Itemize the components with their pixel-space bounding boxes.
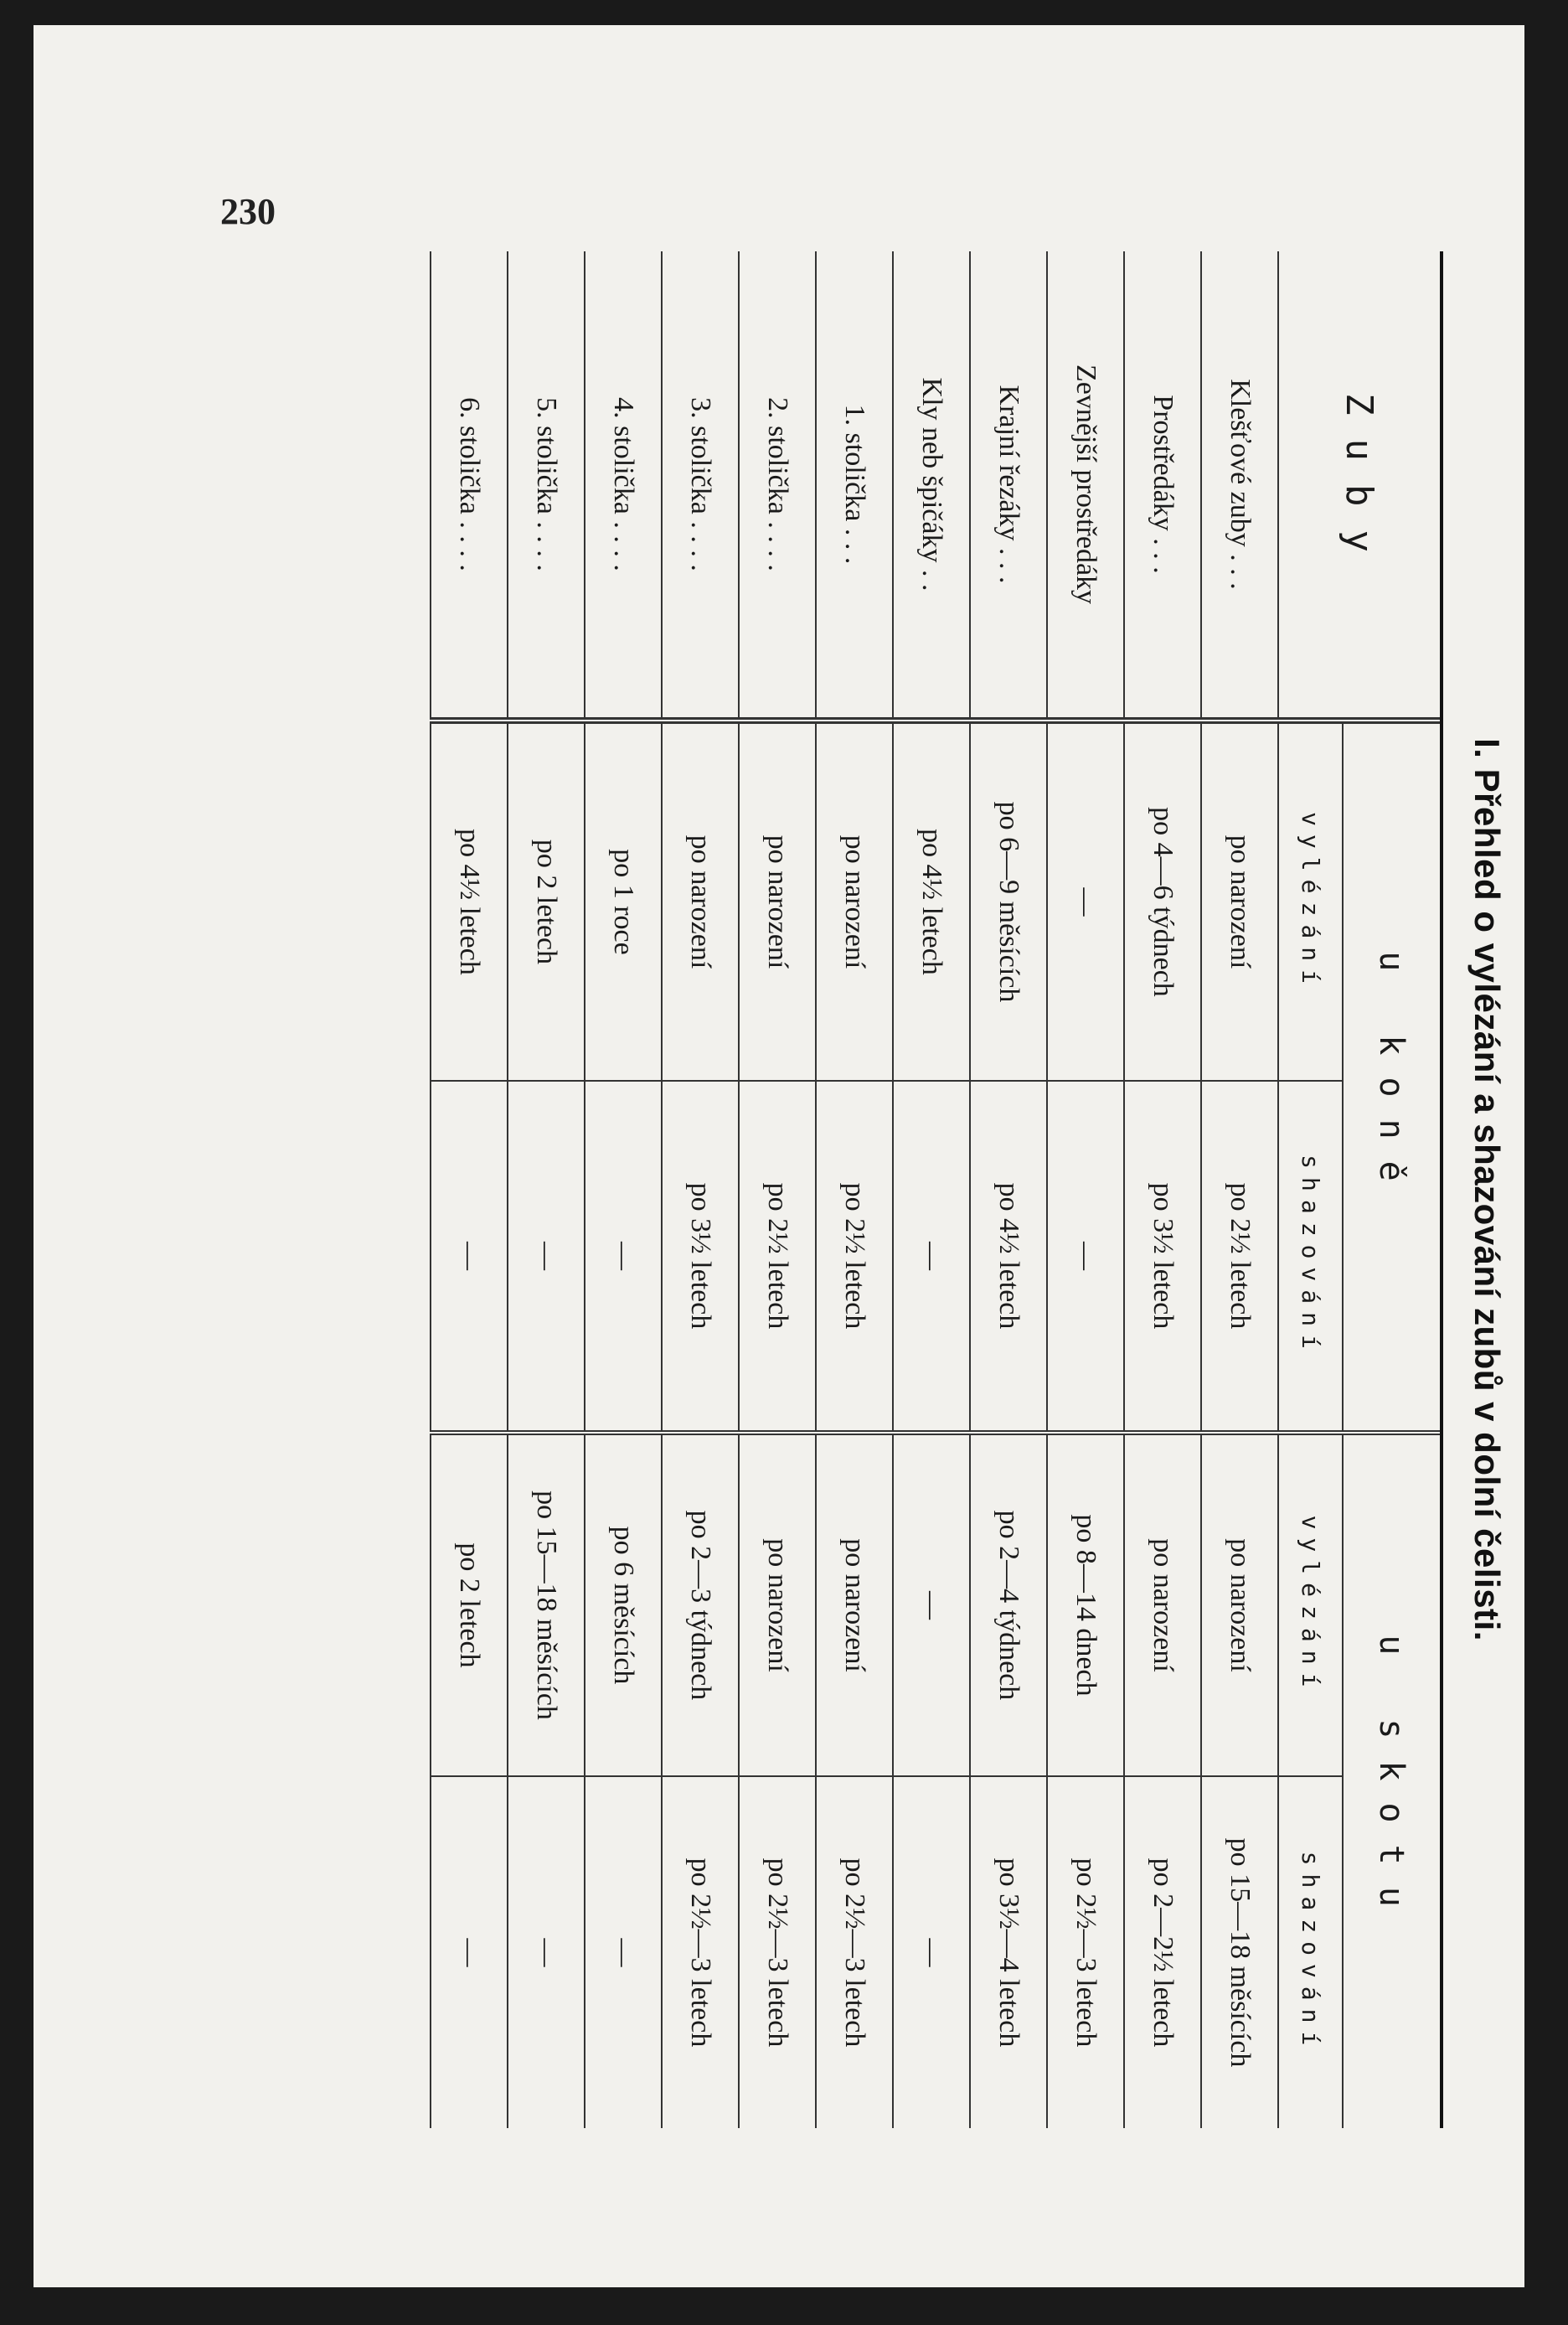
table-frame [406, 251, 1443, 2128]
table-row [508, 251, 585, 2128]
table-row [1201, 251, 1278, 2128]
table-row [1124, 251, 1201, 2128]
book-page [34, 25, 1524, 2287]
cattle-erupt-cell: po 15—18 měsících [508, 1433, 585, 1776]
horse-shed-cell: po 3½ letech [1124, 1081, 1201, 1433]
cattle-erupt-cell: po narození [1124, 1433, 1201, 1776]
table-row [431, 251, 508, 2128]
cattle-erupt-cell: po narození [816, 1433, 893, 1776]
cattle-erupt-cell: po narození [739, 1433, 816, 1776]
tooth-name: Prostředáky . . . [1124, 251, 1201, 721]
teeth-table [430, 251, 1440, 2128]
table-row [1047, 251, 1124, 2128]
header-horse-erupt: vylézání [1278, 721, 1343, 1081]
header-cattle-shed: shazování [1278, 1776, 1343, 2128]
cattle-shed-cell: po 15—18 měsících [1201, 1776, 1278, 2128]
horse-erupt-cell: po narození [739, 721, 816, 1081]
header-cattle-erupt: vylézání [1278, 1433, 1343, 1776]
tooth-name: 1. stolička . . . [816, 251, 893, 721]
horse-shed-cell: po 4½ letech [970, 1081, 1047, 1433]
table-title: I. Přehled o vylézání a shazování zubů v dolní čelisti. [1467, 738, 1507, 1641]
horse-erupt-cell: po 4—6 týdnech [1124, 721, 1201, 1081]
cattle-erupt-cell: po 6 měsících [585, 1433, 662, 1776]
horse-shed-cell: — [508, 1081, 585, 1433]
header-horse-shed: shazování [1278, 1081, 1343, 1433]
table-row [739, 251, 816, 2128]
horse-shed-cell: — [585, 1081, 662, 1433]
horse-shed-cell: po 2½ letech [816, 1081, 893, 1433]
table-row [893, 251, 970, 2128]
tooth-name: Klešťové zuby . . . [1201, 251, 1278, 721]
table-row [662, 251, 739, 2128]
horse-erupt-cell: po 1 roce [585, 721, 662, 1081]
page-number: 230 [220, 191, 276, 232]
horse-shed-cell: po 3½ letech [662, 1081, 739, 1433]
tooth-name: Kly neb špičáky . . [893, 251, 970, 721]
cattle-erupt-cell: — [893, 1433, 970, 1776]
table-row [585, 251, 662, 2128]
horse-erupt-cell: po narození [816, 721, 893, 1081]
header-cattle: u skotu [1343, 1433, 1440, 2128]
tooth-name: 3. stolička . . . . [662, 251, 739, 721]
horse-shed-cell: — [431, 1081, 508, 1433]
header-horse: u koně [1343, 721, 1440, 1433]
tooth-name: 5. stolička . . . . [508, 251, 585, 721]
table-row [970, 251, 1047, 2128]
tooth-name: 4. stolička . . . . [585, 251, 662, 721]
rotated-table-block [406, 251, 1520, 2128]
cattle-shed-cell: po 2—2½ letech [1124, 1776, 1201, 2128]
cattle-erupt-cell: po 8—14 dnech [1047, 1433, 1124, 1776]
cattle-shed-cell: po 3½—4 letech [970, 1776, 1047, 2128]
horse-shed-cell: po 2½ letech [739, 1081, 816, 1433]
cattle-shed-cell: po 2½—3 letech [739, 1776, 816, 2128]
cattle-shed-cell: — [431, 1776, 508, 2128]
cattle-erupt-cell: po narození [1201, 1433, 1278, 1776]
cattle-shed-cell: po 2½—3 letech [1047, 1776, 1124, 2128]
tooth-name: Zevnější prostředáky [1047, 251, 1124, 721]
horse-erupt-cell: po 2 letech [508, 721, 585, 1081]
cattle-erupt-cell: po 2—3 týdnech [662, 1433, 739, 1776]
header-teeth: Zuby [1278, 251, 1440, 721]
horse-shed-cell: — [893, 1081, 970, 1433]
horse-erupt-cell: — [1047, 721, 1124, 1081]
horse-erupt-cell: po 6—9 měsících [970, 721, 1047, 1081]
horse-erupt-cell: po 4½ letech [893, 721, 970, 1081]
horse-shed-cell: — [1047, 1081, 1124, 1433]
horse-shed-cell: po 2½ letech [1201, 1081, 1278, 1433]
cattle-shed-cell: po 2½—3 letech [662, 1776, 739, 2128]
tooth-name: 6. stolička . . . . [431, 251, 508, 721]
cattle-shed-cell: po 2½—3 letech [816, 1776, 893, 2128]
cattle-shed-cell: — [585, 1776, 662, 2128]
horse-erupt-cell: po narození [1201, 721, 1278, 1081]
table-row [816, 251, 893, 2128]
cattle-erupt-cell: po 2 letech [431, 1433, 508, 1776]
cattle-shed-cell: — [508, 1776, 585, 2128]
horse-erupt-cell: po narození [662, 721, 739, 1081]
tooth-name: 2. stolička . . . . [739, 251, 816, 721]
cattle-shed-cell: — [893, 1776, 970, 2128]
cattle-erupt-cell: po 2—4 týdnech [970, 1433, 1047, 1776]
tooth-name: Krajní řezáky . . . [970, 251, 1047, 721]
horse-erupt-cell: po 4½ letech [431, 721, 508, 1081]
